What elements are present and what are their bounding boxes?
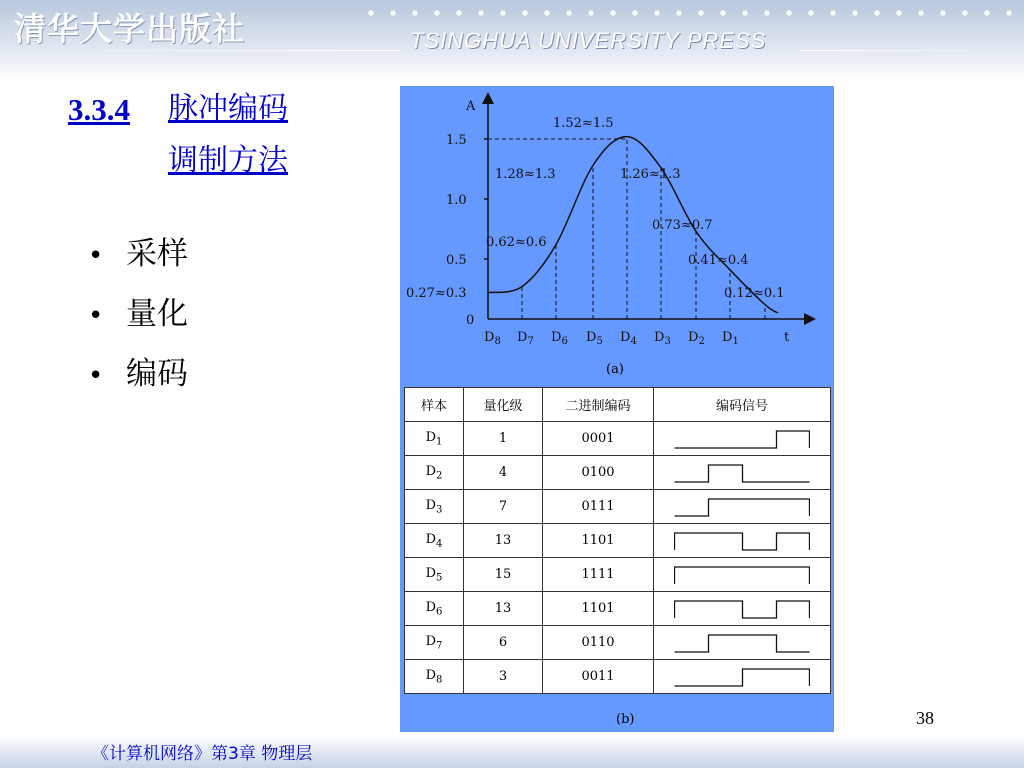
- annotation-label: 0.41≈0.4: [688, 253, 749, 268]
- pcm-sampling-chart: [400, 86, 834, 356]
- bullet-dot-icon: •: [88, 301, 104, 331]
- bullet-item: [88, 234, 188, 294]
- figure-caption-b: (b): [616, 712, 635, 727]
- binary-code-cell: 0110: [543, 626, 654, 660]
- y-tick-label: 1.0: [446, 193, 467, 208]
- banner-rule: [0, 50, 400, 51]
- square-wave-icon: [674, 462, 810, 484]
- title-line-2: 调制方法: [168, 143, 288, 178]
- annotation-label: 0.62≈0.6: [486, 235, 547, 250]
- bullet-dot-icon: •: [88, 241, 104, 271]
- y-axis-label: A: [466, 99, 476, 114]
- table-row: [405, 660, 831, 694]
- table-row: [405, 592, 831, 626]
- sample-name: D: [425, 565, 437, 581]
- sample-label: $D_4$: [620, 330, 637, 347]
- sample-cell: [405, 626, 464, 660]
- sample-subscript: 5: [436, 572, 443, 584]
- quantization-level-cell: 13: [464, 524, 543, 558]
- y-tick-label: 1.5: [446, 133, 467, 148]
- sample-name: D: [425, 531, 437, 547]
- table-row: [405, 524, 831, 558]
- column-header: 编码信号: [654, 388, 831, 422]
- sample-label: $D_6$: [551, 330, 568, 347]
- sample-name: D: [425, 667, 437, 683]
- encoded-signal-cell: [654, 626, 831, 660]
- encoded-signal-cell: [654, 456, 831, 490]
- encoded-signal-cell: [654, 660, 831, 694]
- quantization-level-cell: 13: [464, 592, 543, 626]
- publisher-name-cn: 清华大学出版社: [14, 10, 246, 48]
- pcm-figure-panel: [400, 86, 834, 732]
- annotation-label: 1.28≈1.3: [495, 167, 556, 182]
- sample-subscript: 8: [436, 674, 443, 686]
- binary-code-cell: 1111: [543, 558, 654, 592]
- banner-dots-decoration: [360, 9, 1020, 17]
- bullet-text: 编码: [126, 356, 188, 392]
- table-row: [405, 422, 831, 456]
- sample-name: D: [425, 599, 437, 615]
- table-row: [405, 490, 831, 524]
- title-line-1: 脉冲编码: [168, 91, 288, 126]
- sample-cell: [405, 592, 464, 626]
- binary-code-cell: 1101: [543, 524, 654, 558]
- annotation-label: 0.73≈0.7: [652, 218, 713, 233]
- square-wave-icon: [674, 564, 810, 586]
- annotation-label: 0.27≈0.3: [406, 286, 467, 301]
- square-wave-icon: [674, 496, 810, 518]
- y-tick-label: 0: [466, 313, 475, 328]
- y-tick-label: 0.5: [446, 253, 467, 268]
- sample-label: $D_8$: [484, 330, 501, 347]
- quantization-level-cell: 7: [464, 490, 543, 524]
- slide-title: [68, 91, 288, 178]
- sample-name: D: [425, 463, 437, 479]
- sample-cell: [405, 490, 464, 524]
- sample-subscript: 2: [436, 470, 443, 482]
- encoded-signal-cell: [654, 524, 831, 558]
- bullet-text: 采样: [126, 236, 188, 272]
- binary-code-cell: 1101: [543, 592, 654, 626]
- sample-subscript: 6: [436, 606, 443, 618]
- binary-code-cell: 0001: [543, 422, 654, 456]
- table-row: [405, 456, 831, 490]
- sample-name: D: [425, 429, 437, 445]
- footer-text: 《计算机网络》第3章 物理层: [92, 744, 313, 764]
- sample-cell: [405, 524, 464, 558]
- encoded-signal-cell: [654, 422, 831, 456]
- sample-cell: [405, 456, 464, 490]
- bullet-text: 量化: [126, 296, 188, 332]
- sample-cell: [405, 422, 464, 456]
- bullet-item: [88, 294, 188, 354]
- table-row: [405, 558, 831, 592]
- sample-name: D: [425, 633, 437, 649]
- quantization-level-cell: 3: [464, 660, 543, 694]
- figure-caption-a: (a): [606, 362, 624, 377]
- square-wave-icon: [674, 530, 810, 552]
- encoded-signal-cell: [654, 592, 831, 626]
- pcm-encoding-table: [404, 387, 831, 694]
- encoded-signal-cell: [654, 558, 831, 592]
- sample-cell: [405, 660, 464, 694]
- publisher-name-en: TSINGHUA UNIVERSITY PRESS: [410, 28, 767, 53]
- annotation-label: 1.52≈1.5: [553, 116, 614, 131]
- square-wave-icon: [674, 598, 810, 620]
- table-header-row: [405, 388, 831, 422]
- sample-label: $D_7$: [517, 330, 534, 347]
- square-wave-icon: [674, 666, 810, 688]
- binary-code-cell: 0100: [543, 456, 654, 490]
- quantization-level-cell: 6: [464, 626, 543, 660]
- quantization-level-cell: 15: [464, 558, 543, 592]
- encoded-signal-cell: [654, 490, 831, 524]
- section-number: 3.3.4: [68, 92, 130, 127]
- column-header: 样本: [405, 388, 464, 422]
- binary-code-cell: 0111: [543, 490, 654, 524]
- header-banner: [0, 0, 1024, 80]
- sample-label: $D_5$: [586, 330, 603, 347]
- annotation-label: 0.12≈0.1: [724, 286, 785, 301]
- bullet-list: [88, 234, 188, 414]
- sample-subscript: 3: [436, 504, 443, 516]
- quantization-level-cell: 1: [464, 422, 543, 456]
- x-axis-label: t: [784, 330, 790, 345]
- annotation-label: 1.26≈1.3: [620, 167, 681, 182]
- page-number: 38: [916, 708, 934, 728]
- binary-code-cell: 0011: [543, 660, 654, 694]
- sample-cell: [405, 558, 464, 592]
- sample-subscript: 4: [436, 538, 443, 550]
- square-wave-icon: [674, 632, 810, 654]
- sample-subscript: 1: [436, 436, 443, 448]
- sample-label: $D_2$: [688, 330, 705, 347]
- sample-subscript: 7: [436, 640, 443, 652]
- sample-label: $D_3$: [654, 330, 671, 347]
- column-header: 二进制编码: [543, 388, 654, 422]
- sample-name: D: [425, 497, 437, 513]
- quantization-level-cell: 4: [464, 456, 543, 490]
- sample-label: $D_1$: [722, 330, 739, 347]
- banner-rule-right: [800, 50, 1024, 51]
- bullet-item: [88, 354, 188, 414]
- square-wave-icon: [674, 428, 810, 450]
- table-body: [405, 422, 831, 694]
- table-row: [405, 626, 831, 660]
- column-header: 量化级: [464, 388, 543, 422]
- bullet-dot-icon: •: [88, 361, 104, 391]
